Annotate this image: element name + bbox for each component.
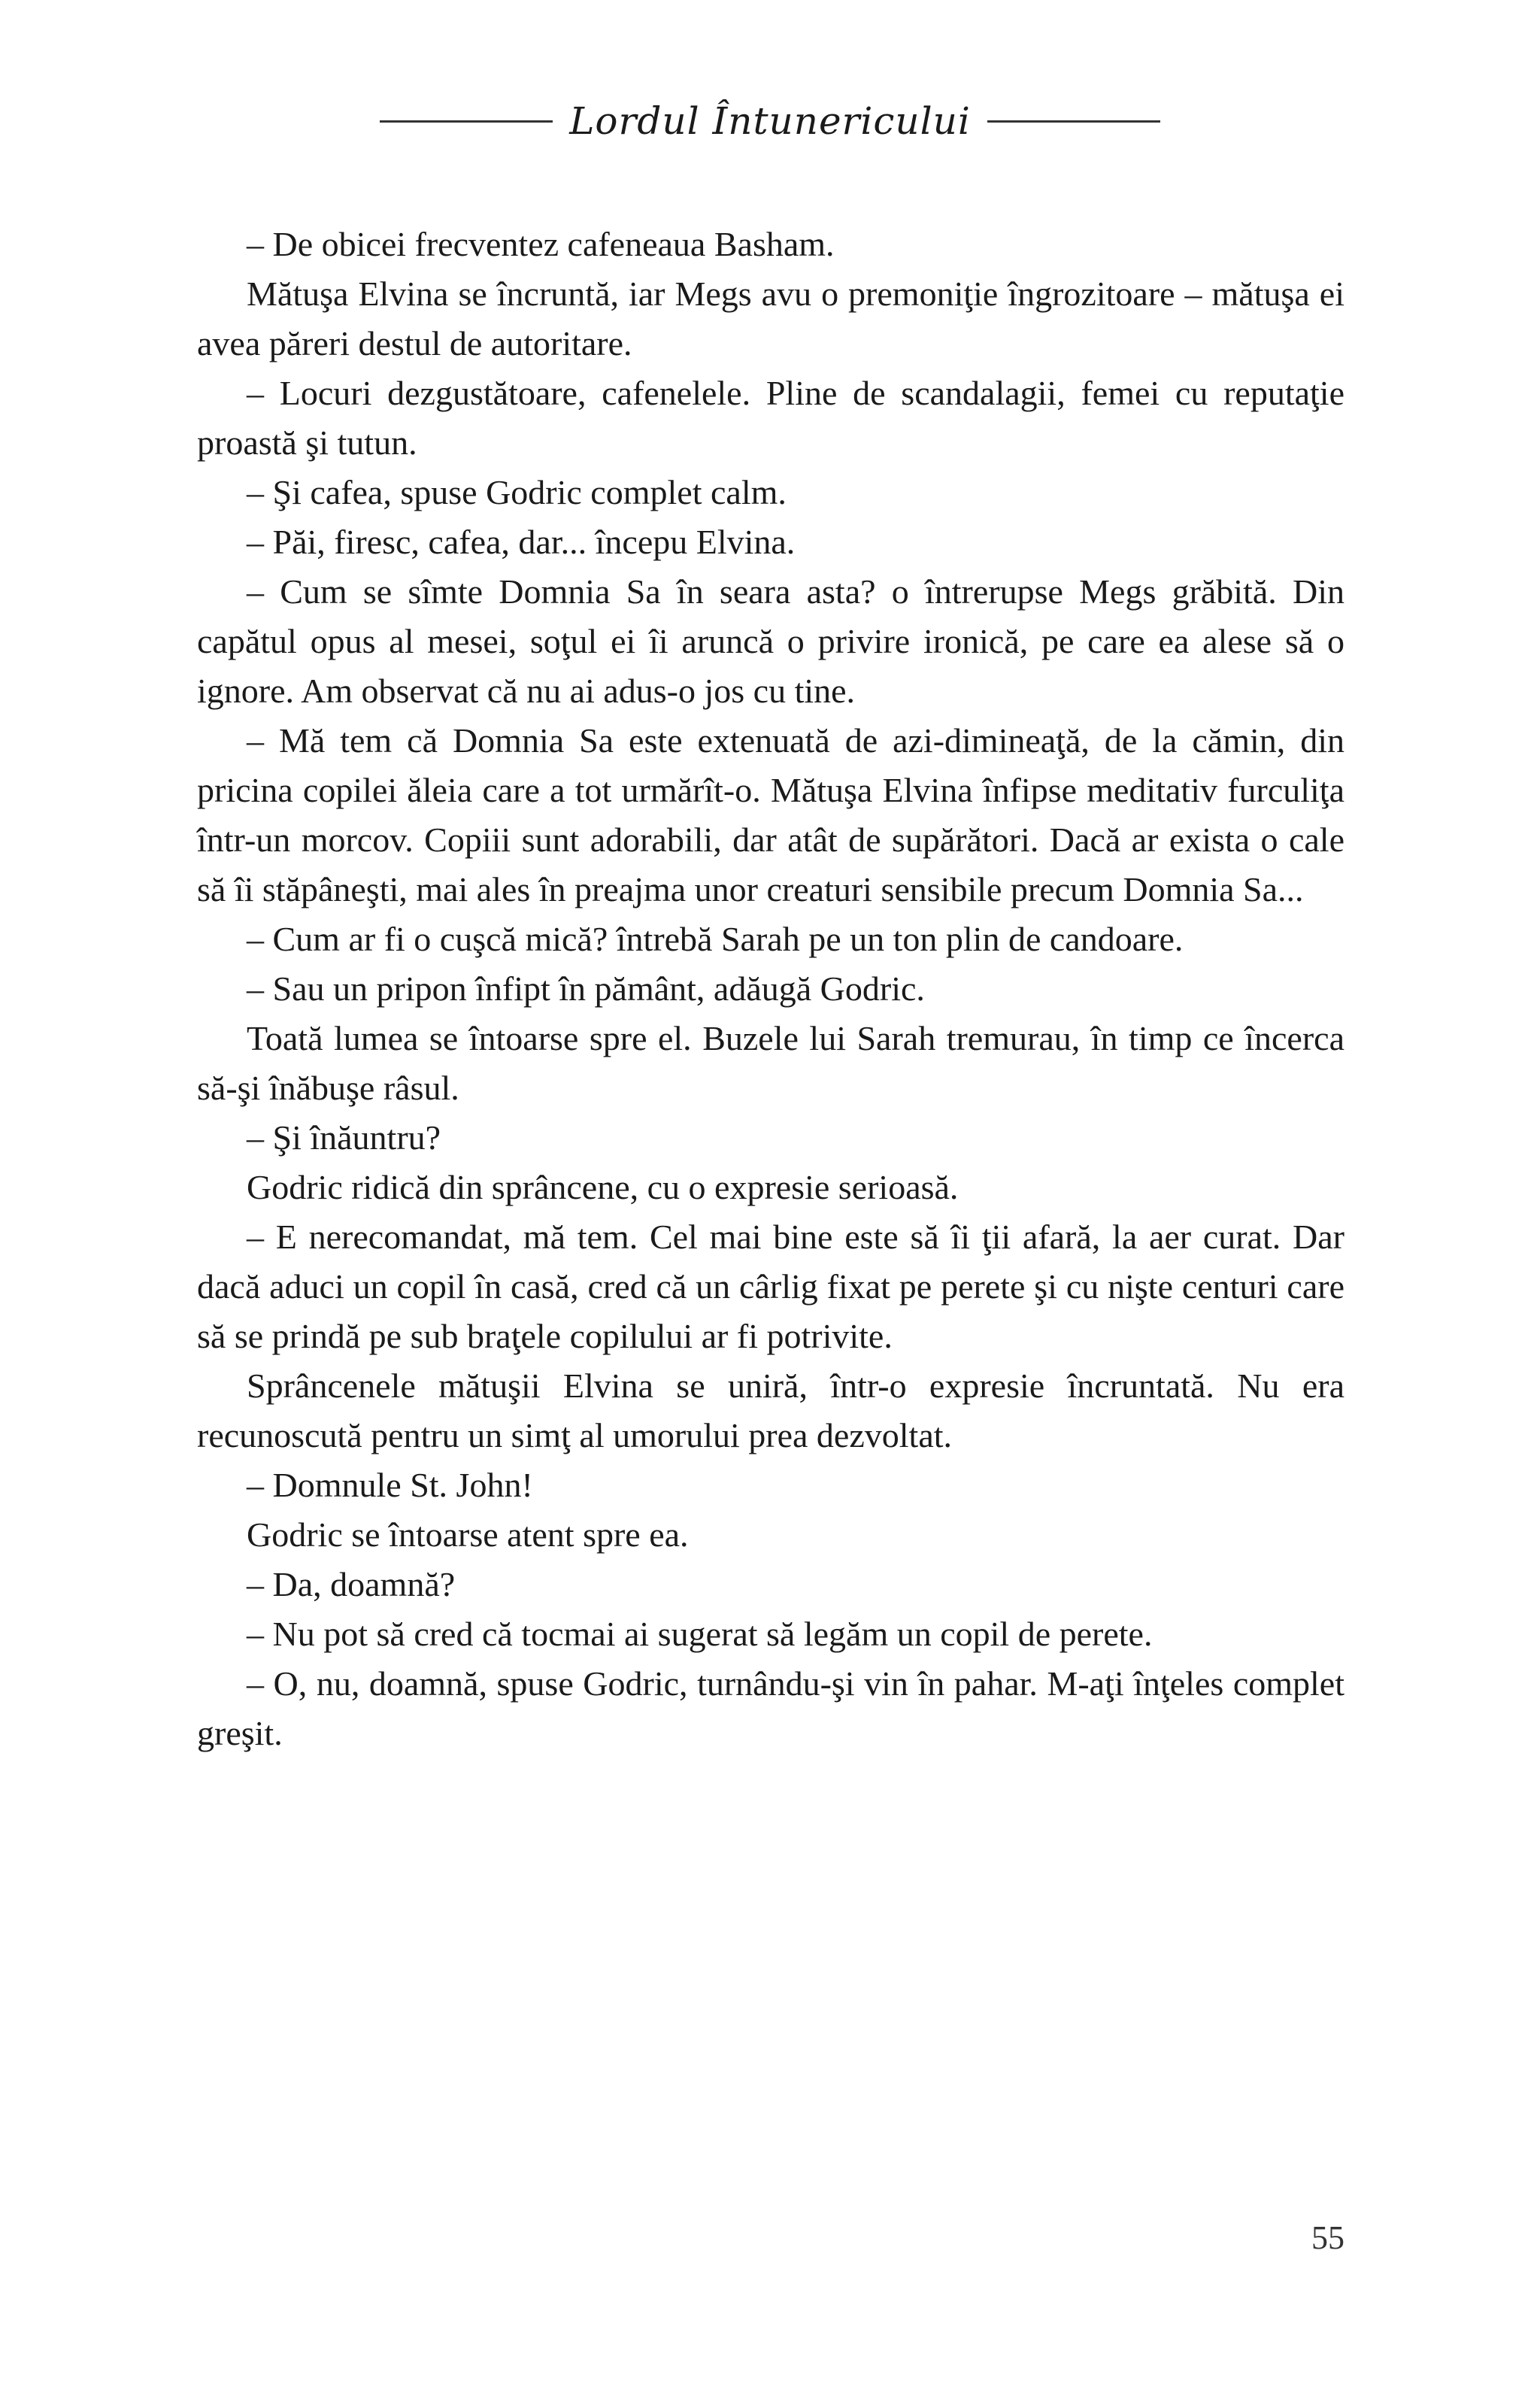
header-rule-left [380, 120, 553, 123]
paragraph: – O, nu, doamnă, spuse Godric, turnându-şi vin în pahar. M-aţi înţeles complet greşit. [197, 1664, 1344, 1752]
paragraph: Godric ridică din sprâncene, cu o expresie serioasă. [247, 1168, 959, 1206]
paragraph: Sprâncenele mătuşii Elvina se uniră, într-o expresie încruntată. Nu era recunoscută pentru un simţ al umorului prea dezvoltat. [197, 1366, 1344, 1454]
paragraph: – Şi cafea, spuse Godric complet calm. [247, 473, 787, 511]
running-header [0, 99, 1540, 143]
paragraph: – Domnule St. John! [247, 1466, 533, 1504]
running-title: Lordul Întunericului [569, 99, 971, 143]
paragraph: – Mă tem că Domnia Sa este extenuată de azi-dimineaţă, de la cămin, din pricina copilei ăleia care a tot urmărît-o. Mătuşa Elvina înfipse meditativ furculiţa într-un morcov. Copiii sunt adorabili, dar atât de supărători. Dacă ar exista o cale să îi stăpâneşti, mai ales în preajma unor creaturi sensibile precum Domnia Sa... [197, 721, 1344, 908]
paragraph: Toată lumea se întoarse spre el. Buzele lui Sarah tremurau, în timp ce încerca să-şi înăbuşe râsul. [197, 1019, 1344, 1107]
paragraph: – Sau un pripon înfipt în pământ, adăugă Godric. [247, 969, 925, 1008]
paragraph: Godric se întoarse atent spre ea. [247, 1515, 689, 1554]
page-number: 55 [1311, 2219, 1344, 2256]
paragraph: – E nerecomandat, mă tem. Cel mai bine este să îi ţii afară, la aer curat. Dar dacă aduci un copil în casă, cred că un cârlig fixat pe perete şi cu nişte centuri care să se prindă pe sub braţele copilului ar fi potrivite. [197, 1218, 1344, 1355]
body-text [197, 220, 1344, 1758]
paragraph: – Locuri dezgustătoare, cafenelele. Pline de scandalagii, femei cu reputaţie proastă şi tutun. [197, 374, 1344, 462]
paragraph: – Cum ar fi o cuşcă mică? întrebă Sarah pe un ton plin de candoare. [247, 920, 1184, 958]
paragraph: – Da, doamnă? [247, 1565, 456, 1603]
paragraph: – Şi înăuntru? [247, 1118, 441, 1157]
paragraph: – Cum se sîmte Domnia Sa în seara asta? o întrerupse Megs grăbită. Din capătul opus al mesei, soţul ei îi aruncă o privire ironică, pe care ea alese să o ignore. Am observat că nu ai adus-o jos cu tine. [197, 572, 1344, 710]
paragraph: – De obicei frecventez cafeneaua Basham. [247, 225, 835, 263]
paragraph: – Nu pot să cred că tocmai ai sugerat să legăm un copil de perete. [247, 1615, 1153, 1653]
paragraph: Mătuşa Elvina se încruntă, iar Megs avu o premoniţie îngrozitoare – mătuşa ei avea păreri destul de autoritare. [197, 274, 1344, 362]
header-rule-right [987, 120, 1160, 123]
paragraph: – Păi, firesc, cafea, dar... începu Elvina. [247, 523, 796, 561]
